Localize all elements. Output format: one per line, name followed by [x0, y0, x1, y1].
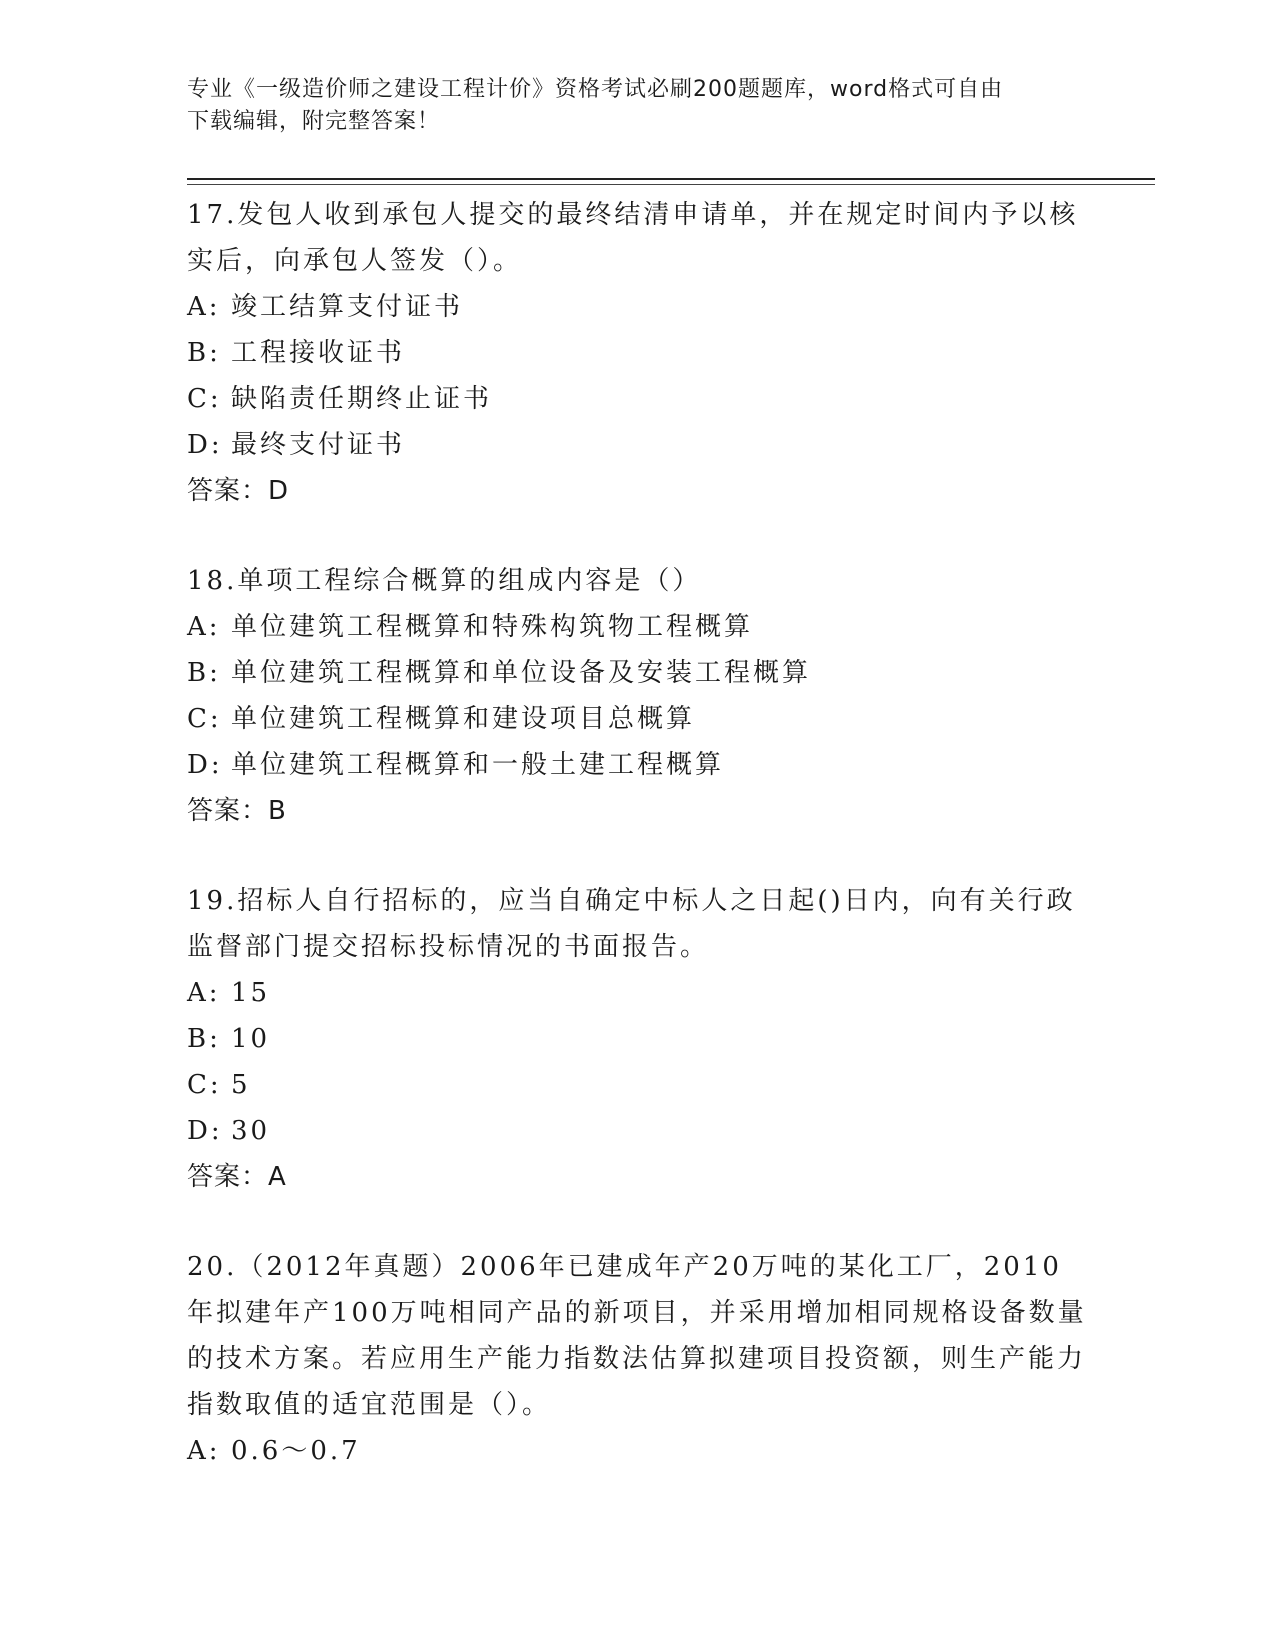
document-header — [187, 74, 1067, 138]
option-text: 单位建筑工程概算和特殊构筑物工程概算 — [231, 612, 754, 642]
option-text: 30 — [231, 1116, 271, 1146]
option-letter: D: — [187, 1116, 223, 1146]
option-text: 工程接收证书 — [231, 338, 406, 368]
option-a — [187, 970, 1087, 1016]
answer-line: 答案：B — [187, 796, 287, 826]
option-b — [187, 1016, 1087, 1062]
option-text: 5 — [231, 1070, 251, 1100]
option-text: 单位建筑工程概算和一般土建工程概算 — [231, 750, 725, 780]
question-stem: 17.发包人收到承包人提交的最终结清申请单，并在规定时间内予以核实后，向承包人签发（）。 — [187, 200, 1079, 276]
option-c — [187, 1062, 1087, 1108]
option-d — [187, 742, 1087, 788]
option-letter: A: — [187, 1436, 221, 1466]
option-text: 竣工结算支付证书 — [231, 292, 464, 322]
answer-line: 答案：A — [187, 1162, 287, 1192]
option-text: 缺陷责任期终止证书 — [231, 384, 493, 414]
option-a — [187, 284, 1087, 330]
question-stem: 18.单项工程综合概算的组成内容是（） — [187, 566, 702, 596]
option-letter: C: — [187, 384, 222, 414]
option-a — [187, 1428, 1087, 1474]
option-text: 0.6～0.7 — [231, 1436, 361, 1466]
option-letter: A: — [187, 612, 221, 642]
option-text: 10 — [231, 1024, 271, 1054]
header-line-2: 下载编辑，附完整答案！ — [187, 109, 441, 134]
option-letter: C: — [187, 704, 222, 734]
option-letter: D: — [187, 430, 223, 460]
option-letter: D: — [187, 750, 223, 780]
option-text: 15 — [231, 978, 271, 1008]
header-line-1: 专业《一级造价师之建设工程计价》资格考试必刷200题题库，word格式可自由 — [187, 77, 1004, 102]
option-c — [187, 376, 1087, 422]
option-d — [187, 422, 1087, 468]
question-19 — [187, 878, 1087, 1200]
option-c — [187, 696, 1087, 742]
question-list — [187, 192, 1087, 1518]
answer-line: 答案：D — [187, 476, 290, 506]
question-20 — [187, 1244, 1087, 1474]
option-letter: B: — [187, 1024, 221, 1054]
option-text: 单位建筑工程概算和建设项目总概算 — [231, 704, 696, 734]
option-b — [187, 330, 1087, 376]
option-letter: A: — [187, 978, 221, 1008]
option-letter: C: — [187, 1070, 222, 1100]
question-stem: 19.招标人自行招标的，应当自确定中标人之日起()日内，向有关行政监督部门提交招标投标情况的书面报告。 — [187, 886, 1076, 962]
option-letter: A: — [187, 292, 221, 322]
header-divider-thick — [187, 178, 1155, 180]
option-a — [187, 604, 1087, 650]
header-divider-thin — [187, 184, 1155, 185]
question-18 — [187, 558, 1087, 834]
option-letter: B: — [187, 338, 221, 368]
option-text: 最终支付证书 — [231, 430, 406, 460]
option-d — [187, 1108, 1087, 1154]
option-b — [187, 650, 1087, 696]
question-17 — [187, 192, 1087, 514]
option-letter: B: — [187, 658, 221, 688]
question-stem: 20.（2012年真题）2006年已建成年产20万吨的某化工厂，2010年拟建年产100万吨相同产品的新项目，并采用增加相同规格设备数量的技术方案。若应用生产能力指数法估算拟建项目投资额，则生产能力指数取值的适宜范围是（）。 — [187, 1252, 1087, 1420]
option-text: 单位建筑工程概算和单位设备及安装工程概算 — [231, 658, 812, 688]
